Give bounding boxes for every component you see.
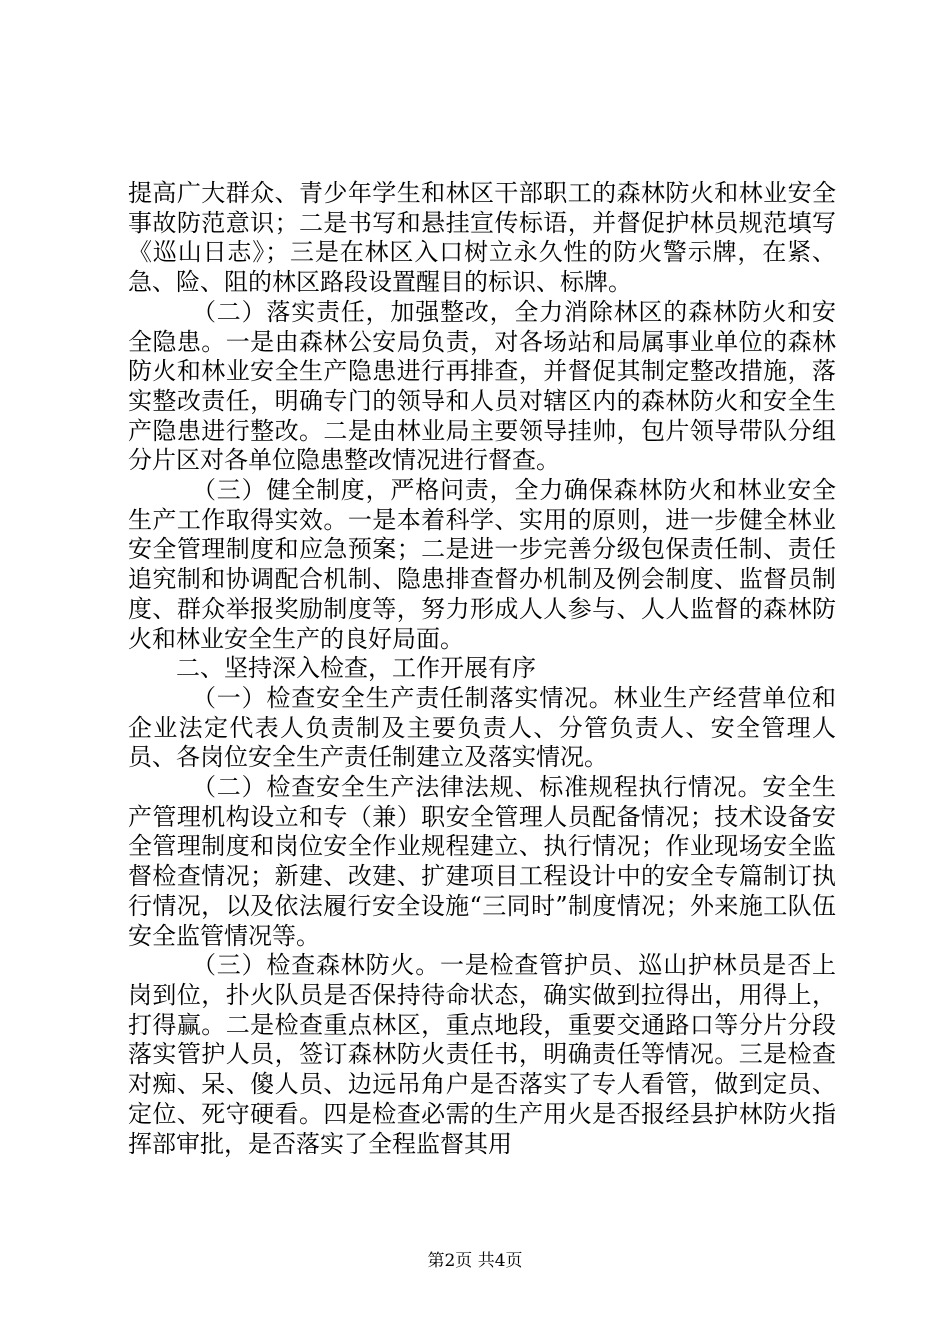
paragraph-5: （二）检查安全生产法律法规、标准规程执行情况。安全生产管理机构设立和专（兼）职安全管理人员配备情况；技术设备安全管理制度和岗位安全作业规程建立、执行情况；作业现场安全监督检查情况；新建、改建、扩建项目工程设计中的安全专篇制订执行情况，以及依法履行安全设施“三同时”制度情况；外来施工队伍安全监管情况等。 bbox=[128, 773, 836, 950]
paragraph-4: （一）检查安全生产责任制落实情况。林业生产经营单位和企业法定代表人负责制及主要负责人、分管负责人、安全管理人员、各岗位安全生产责任制建立及落实情况。 bbox=[128, 683, 836, 772]
section-heading: 二、坚持深入检查，工作开展有序 bbox=[176, 654, 536, 683]
document-body bbox=[128, 179, 836, 1159]
paragraph-6: （三）检查森林防火。一是检查管护员、巡山护林员是否上岗到位，扑火队员是否保持待命状态，确实做到拉得出，用得上，打得赢。二是检查重点林区，重点地段，重要交通路口等分片分段落实管护人员，签订森林防火责任书，明确责任等情况。三是检查对痴、呆、傻人员、边远吊角户是否落实了专人看管，做到定员、定位、死守硬看。四是检查必需的生产用火是否报经县护林防火指挥部审批，是否落实了全程监督其用 bbox=[128, 951, 836, 1158]
paragraph-1: 提高广大群众、青少年学生和林区干部职工的森林防火和林业安全事故防范意识；二是书写和悬挂宣传标语，并督促护林员规范填写《巡山日志》；三是在林区入口树立永久性的防火警示牌，在紧、急、险、阻的林区路段设置醒目的标识、标牌。 bbox=[128, 179, 836, 297]
paragraph-2: （二）落实责任，加强整改，全力消除林区的森林防火和安全隐患。一是由森林公安局负责，对各场站和局属事业单位的森林防火和林业安全生产隐患进行再排查，并督促其制定整改措施，落实整改责任，明确专门的领导和人员对辖区内的森林防火和安全生产隐患进行整改。二是由林业局主要领导挂帅，包片领导带队分组分片区对各单位隐患整改情况进行督查。 bbox=[128, 297, 836, 475]
page-footer: 第2页 共4页 bbox=[427, 1251, 523, 1271]
paragraph-3: （三）健全制度，严格问责，全力确保森林防火和林业安全生产工作取得实效。一是本着科学、实用的原则，进一步健全林业安全管理制度和应急预案；二是进一步完善分级包保责任制、责任追究制和协调配合机制、隐患排查督办机制及例会制度、监督员制度、群众举报奖励制度等，努力形成人人参与、人人监督的森林防火和林业安全生产的良好局面。 bbox=[128, 476, 836, 653]
